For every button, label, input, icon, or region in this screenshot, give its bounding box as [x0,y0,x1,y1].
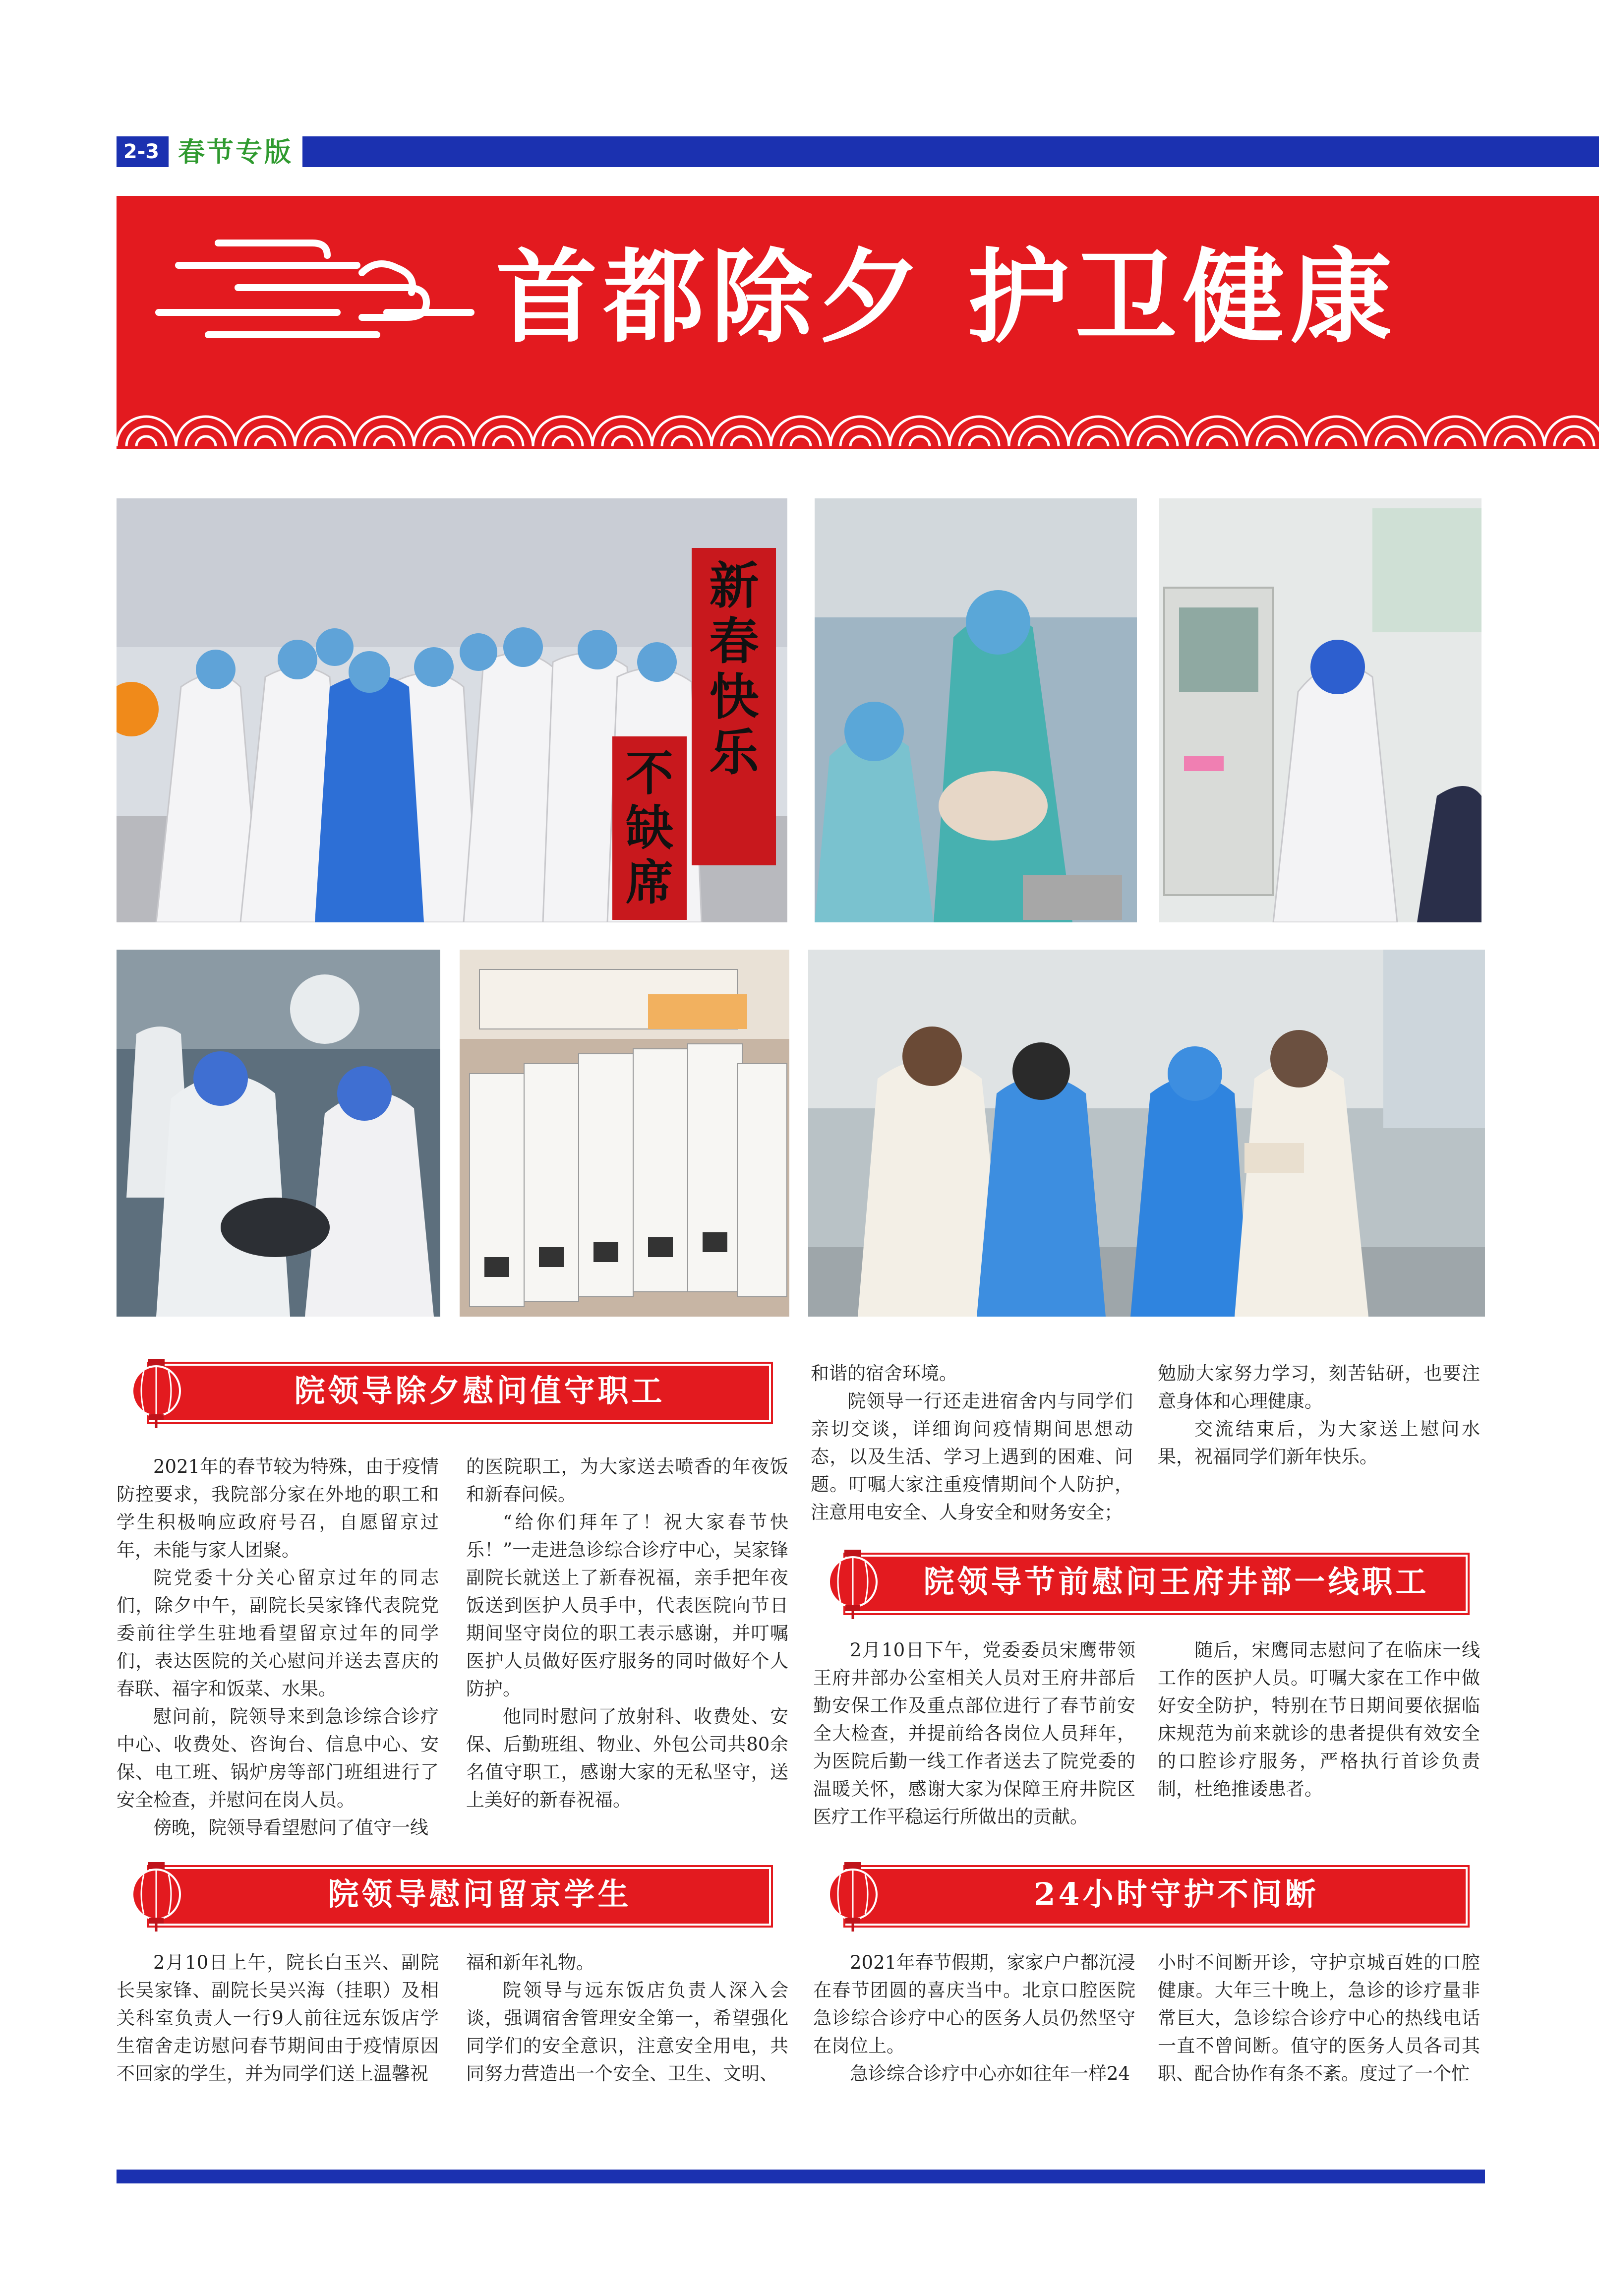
section-tag: 春节专版 [169,133,302,171]
paragraph: 院领导与远东饭店负责人深入会谈，强调宿舍管理安全第一，希望强化同学们的安全意识，注意安全用电，共同努力营造出一个安全、卫生、文明、 [466,1980,788,2084]
paragraph: 2021年的春节较为特殊，由于疫情防控要求，我院部分家在外地的职工和学生积极响应政府号召，自愿留京过年，未能与家人团聚。 [117,1456,439,1561]
lantern-icon [826,1862,880,1932]
article-heading [826,1862,1468,1927]
lantern-icon [826,1550,880,1619]
article-title: 院领导慰问留京学生 [328,1876,632,1912]
article-heading [129,1359,771,1423]
paragraph: 小时不间断开诊，守护京城百姓的口腔健康。大年三十晚上，急诊的诊疗量非常巨大，急诊综合诊疗中心的热线电话一直不曾间断。值守的医务人员各司其职、配合协作有条不紊。度过了一个忙 [1158,1952,1480,2084]
article-column [1158,1949,1480,2088]
paragraph: 交流结束后，为大家送上慰问水果，祝福同学们新年快乐。 [1158,1418,1480,1467]
article-column [813,1949,1135,2088]
paragraph: 勉励大家努力学习，刻苦钻研，也要注意身体和心理健康。 [1158,1363,1480,1412]
paragraph: “给你们拜年了！祝大家春节快乐！”一走进急诊综合诊疗中心，吴家锋副院长就送上了新春祝福，亲手把年夜饭送到医护人员手中，代表医院向节日期间坚守岗位的职工表示感谢，并叮嘱医护人员做好医疗服务的同时做好个人防护。 [466,1511,788,1699]
article-column [1158,1360,1480,1471]
article-column [1158,1636,1480,1803]
article-column [811,1360,1133,1526]
paragraph: 院领导一行还走进宿舍内与同学们亲切交谈，详细询问疫情期间思想动态，以及生活、学习上遇到的困难、问题。叮嘱大家注重疫情期间个人防护，注意用电安全、人身安全和财务安全； [811,1390,1133,1523]
paragraph: 他同时慰问了放射科、收费处、安保、后勤班组、物业、外包公司共80余名值守职工，感谢大家的无私坚守，送上美好的新春祝福。 [466,1706,788,1811]
paragraph: 慰问前，院领导来到急诊综合诊疗中心、收费处、咨询台、信息中心、安保、电工班、锅炉房等部门班组进行了安全检查，并慰问在岗人员。 [117,1706,439,1811]
lantern-icon [129,1862,183,1932]
article-title: 院领导节前慰问王府井部一线职工 [923,1564,1429,1600]
paragraph: 福和新年礼物。 [466,1952,594,1973]
article-column [117,1949,439,2088]
footer-color-bar [117,2170,1485,2183]
top-color-bar [117,136,1599,167]
article-column [466,1949,788,2088]
article-title: 院领导除夕慰问值守职工 [294,1373,665,1409]
article-column [466,1453,788,1814]
article-title: 24小时守护不间断 [1034,1876,1319,1912]
paragraph: 傍晚，院领导看望慰问了值守一线 [153,1817,428,1838]
paragraph: 院党委十分关心留京过年的同志们，除夕中午，副院长吴家锋代表院党委前往学生驻地看望留京过年的同学们，表达医院的关心慰问并送去喜庆的春联、福字和饭菜、水果。 [117,1567,439,1699]
outdoor-staff-photo [808,950,1485,1317]
paragraph: 的医院职工，为大家送去喷香的年夜饭和新春问候。 [466,1456,788,1505]
article-column [117,1453,439,1842]
banner-title: 首都除夕 护卫健康 [496,238,1398,357]
paragraph: 2月10日上午，院长白玉兴、副院长吴家锋、副院长吴兴海（挂职）及相关科室负责人一行9人前往远东饭店学生宿舍走访慰问春节期间由于疫情原因不回家的学生，并为同学们送上温馨祝 [117,1952,439,2084]
paragraph: 随后，宋鹰同志慰问了在临床一线工作的医护人员。叮嘱大家在工作中做好安全防护，特别在节日期间要依据临床规范为前来就诊的患者提供有效安全的口腔诊疗服务，严格执行首诊负责制，杜绝推诿患者。 [1158,1639,1480,1800]
tickets-photo [460,950,789,1317]
dental-chair-photo [117,950,440,1317]
paragraph: 和谐的宿舍环境。 [811,1363,957,1384]
paragraph: 2月10日下午，党委委员宋鹰带领王府井部办公室相关人员对王府井部后勤安保工作及重点部位进行了春节前安全大检查，并提前给各岗位人员拜年，为医院后勤一线工作者送去了院党委的温暖关怀，感谢大家为保障王府井院区医疗工作平稳运行所做出的贡献。 [813,1639,1135,1827]
article-column [813,1636,1135,1831]
article-heading [129,1862,771,1927]
dental-procedure-photo [815,498,1137,922]
page-number: 2-3 [117,136,166,167]
staff-group-photo [117,498,787,922]
cloud-decoration-icon [149,218,506,357]
greeting-sign-text-2: 不缺席 [612,736,687,920]
registration-kiosk-photo [1159,498,1481,922]
paragraph: 急诊综合诊疗中心亦如往年一样24 [850,2063,1130,2084]
paragraph: 2021年春节假期，家家户户都沉浸在春节团圆的喜庆当中。北京口腔医院急诊综合诊疗中心的医务人员仍然坚守在岗位上。 [813,1952,1135,2056]
wave-pattern-decoration [117,399,1599,449]
lantern-icon [129,1359,183,1428]
greeting-sign-text: 新春快乐 [709,556,759,782]
article-heading [826,1550,1468,1614]
